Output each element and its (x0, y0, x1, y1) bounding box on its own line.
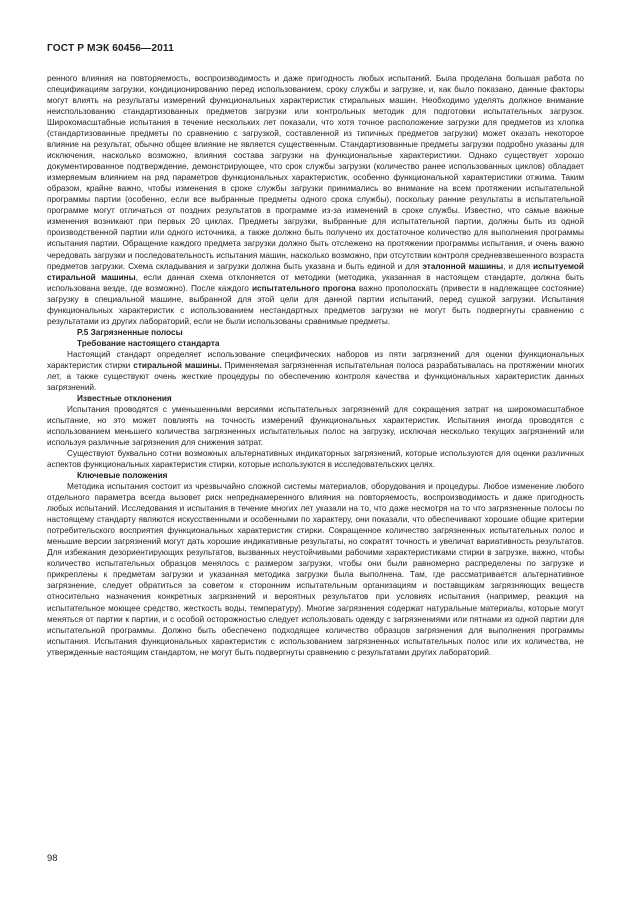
paragraph-text: , и для (503, 261, 533, 271)
paragraph-text: Применяемая загрязненная испытательная полоса разрабатывалась на протяжении многих лет, а также существуют очень жесткие процедуры по обеспечению контроля качества и функциональных характеристик данных загрязнений. (47, 360, 584, 392)
subheading-requirement: Требование настоящего стандарта (77, 338, 220, 348)
paragraph-text: Настоящий стандарт определяет использование специфических наборов из пяти загрязнений для оценки функциональных характеристик стирки (47, 349, 584, 370)
bold-term-reference-machine: эталонной машины (422, 261, 504, 271)
body-text (47, 73, 584, 658)
standard-header: ГОСТ Р МЭК 60456—2011 (47, 43, 174, 54)
paragraph-deviations: Испытания проводятся с уменьшенными версиями испытательных загрязнений для сокращения затрат на широкомасштабное испытание, но это может повлиять на точность измерений функциональных характеристик. Испытания иногда проводятся с использованием меньшего количества загрязненных испытательных полос на загрузку, исключая несколько текущих загрязнений или используя различные загрязнения для снижения затрат. (47, 404, 584, 448)
paragraph-standard-soils (47, 349, 584, 393)
subheading-known-deviations: Известные отклонения (77, 393, 172, 403)
paragraph-text: важно прополоскать (привести в надлежащее состояние) загрузку в специальной машине, выбранной для этой цели для данной партии испытаний, перед сушкой загрузки. Испытания функциональных характеристик с использованием нестандартных предметов загрузки не могут быть подвергнуты сравнению с результатами из других лабораторий, если не были использованы сравнимые предметы. (47, 283, 584, 326)
paragraph-load-items (47, 73, 584, 327)
bold-term-test-run: испытательного прогона (251, 283, 356, 293)
paragraph-alternative-soils: Существуют буквально сотни возможных альтернативных индикаторных загрязнений, которые используются для оценки различных аспектов функциональных характеристик стирки, которые используются в исследовательских целях. (47, 449, 584, 470)
bold-term-test-machine: испытуемой стиральной машины (47, 261, 584, 282)
section-heading-p5: P.5 Загрязненные полосы (77, 327, 183, 337)
page-number: 98 (47, 853, 58, 864)
paragraph-text: ренного влияния на повторяемость, воспроизводимость и даже пригодность любых испытаний. Была проделана большая работа по спецификациям загрузки, кондиционированию перед использованием, сроку службы и загрузке, и, как было показано, данные факторы могут влиять на результаты измерений функциональных характеристик стиральных машин. Необходимо уделять должное внимание неиспользованию стандартизованных предметов загрузки или контрольных методик для подготовки испытательных загрузок. Широкомасштабные испытания в течение нескольких лет показали, что хотя точное расположение загрузки для предметов из хлопка (стандартизованные предметы по сравнению с загрузкой, составленной из типичных предметов загрузки) может оказать некоторое влияние на результат, обычно общее влияние не является существенным. Стандартизованные предметы загрузки подробно указаны для исключения, насколько возможно, влияния состава загрузки на функциональные характеристики. Однако существует хорошо документированное подтверждение, демонстрирующее, что срок службы загрузки (количество ранее использованных циклов) обладает измеряемым влиянием на ряд параметров функциональных характеристик, особенно функциональной характеристики отжима. Таким образом, крайне важно, чтобы изменения в сроке службы загрузки принимались во внимание на всем протяжении испытательной программы партии (особенно, если все выбранные предметы одного срока службы), поскольку ранние результаты в испытательной программе могут отличаться от поздних результатов в программе из-за изменений в сроке службы. Известно, что самые важные изменения возникают при первых 20 циклах. Предметы загрузки, выбранные для испытательной партии, должны быть из одной производственной партии или одного источника, а также должно быть получено их достаточное количество для выполнения программы испытания партии. Обращение каждого предмета загрузки должно быть отслежено на протяжении программы испытания, и очень важно чередовать загрузки и последовательность испытания машин, насколько возможно, при отсутствии контроля средневзвешенного возраста предметов загрузки. Схема складывания и загрузки должна быть указана и быть единой и для (47, 74, 584, 271)
paragraph-key-points: Методика испытания состоит из чрезвычайно сложной системы материалов, оборудования и процедуры. Любое изменение любого отдельного параметра всегда вызовет риск непреднамеренного влияния на повторяемость, воспроизводимость и даже пригодность любых испытаний. Исследования и испытания в течение многих лет указали на то, что даже несмотря на то что загрязненные полосы по настоящему стандарту являются искусственными и особенными по характеру, они показали, что обеспечивают хорошие общие критерии потребительского восприятия функциональных характеристик стирки. Сокращенное количество загрязненных испытательных полос и меньшие версии загрязнений могут дать хорошие индикативные результаты, но сократят точность и увеличат вариативность результатов. Для избежания дезориентирующих результатов, вызванных неустойчивыми рабочими характеристиками стирки в загрузке, важно, чтобы количество испытательных образцов менялось с размером загрузки, чтобы они были равномерно распределены по загрузке и прикреплены к предметам загрузки и указанная методика загрузки была выполнена. Там, где рассматривается альтернативное загрязнение, следует обратиться за советом к сторонним испытательным организациям и поставщикам загрязняющих веществ относительно назначения конкретных загрязнений и вероятных результатов при условиях испытания (например, реакция на испытательное моющее средство, жесткость воды, температуру). Многие загрязнения содержат натуральные материалы, которые могут меняться от партии к партии, и с особой осторожностью следует использовать одежду с загрязнениями или пятнами из одной партии для испытательной программы. Должно быть обеспечено подходящее количество образцов загрязнения для выполнения программы испытания. Испытания функциональных характеристик с использованием загрязненных испытательных полос или их количества, не утвержденные настоящим стандартом, не могут быть подвергнуты сравнению с результатами других лабораторий. (47, 482, 584, 657)
paragraph-text: , если данная схема отклоняется от методики (методика, указанная в настоящем стандарте, должна быть использована везде, где возможно). После каждого (47, 272, 584, 293)
bold-term-washing-machine: стиральной машины. (133, 360, 222, 370)
subheading-key-points: Ключевые положения (77, 471, 168, 481)
